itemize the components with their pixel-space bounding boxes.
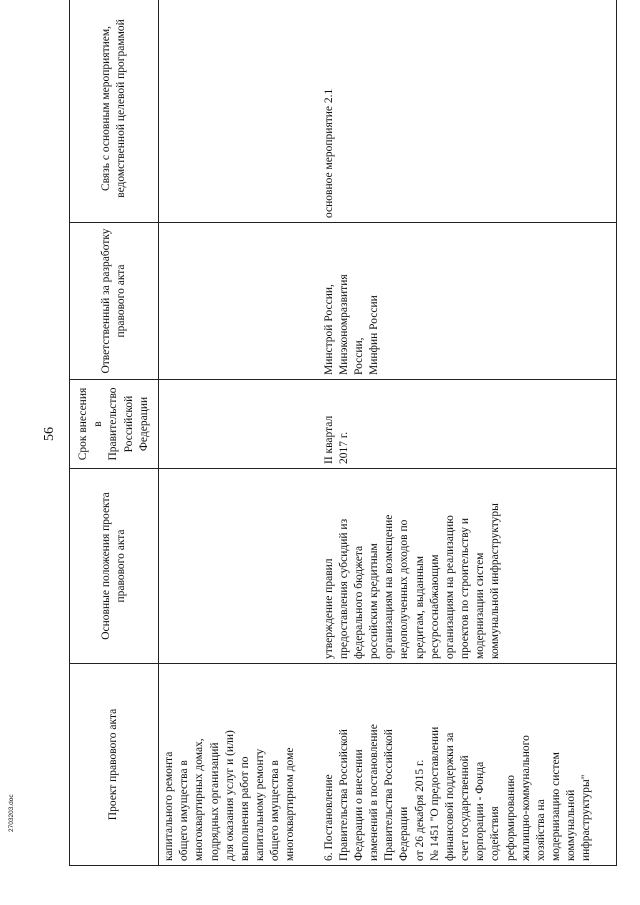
header-provisions: Основные положения проекта правового акта (70, 469, 159, 664)
footer-filename: 2703203.doc (8, 794, 15, 832)
cell-link (159, 0, 319, 223)
cell-project: капитального ремонта общего имущества в многоквартирных домах, подрядных организаций для оказания услуг и (или) выполнения работ по капитальному ремонту общего имущества в многоквартирном доме (159, 664, 319, 866)
table-row (159, 0, 319, 866)
header-project: Проект правового акта (70, 664, 159, 866)
cell-project: 6. Постановление Правительства Российской Федерации о внесении изменений в постановление Правительства Российской Федерации от 26 декабря 2015 г. № 1451 "О предоставлении финансовой поддержки за счет государственной корпорации - Фонда содействия реформированию жилищно-коммунального хозяйства на модернизацию систем коммунальной инфраструктуры" (319, 664, 617, 866)
cell-responsible: Минстрой России, Минэкономразвития России, Минфин России (319, 223, 617, 380)
cell-provisions (159, 469, 319, 664)
cell-deadline (159, 380, 319, 469)
table-header-row (70, 0, 159, 866)
legal-acts-table (69, 0, 617, 866)
page-number: 56 (42, 427, 57, 441)
table-row (319, 0, 617, 866)
cell-provisions: утверждение правил предоставления субсидий из федерального бюджета российским кредитным организациям на возмещение недополученных доходов по кредитам, выданным ресурсоснабжающим организациям на реализацию проектов по строительству и модернизации систем коммунальной инфраструктуры (319, 469, 617, 664)
header-deadline: Срок внесения в Правительство Российской Федерации (70, 380, 159, 469)
rotated-table-container (69, 19, 617, 866)
header-link: Связь с основным мероприятием, ведомственной целевой программой (70, 0, 159, 223)
cell-deadline: II квартал 2017 г. (319, 380, 617, 469)
cell-responsible (159, 223, 319, 380)
cell-link: основное мероприятие 2.1 (319, 0, 617, 223)
header-responsible: Ответственный за разработку правового акта (70, 223, 159, 380)
